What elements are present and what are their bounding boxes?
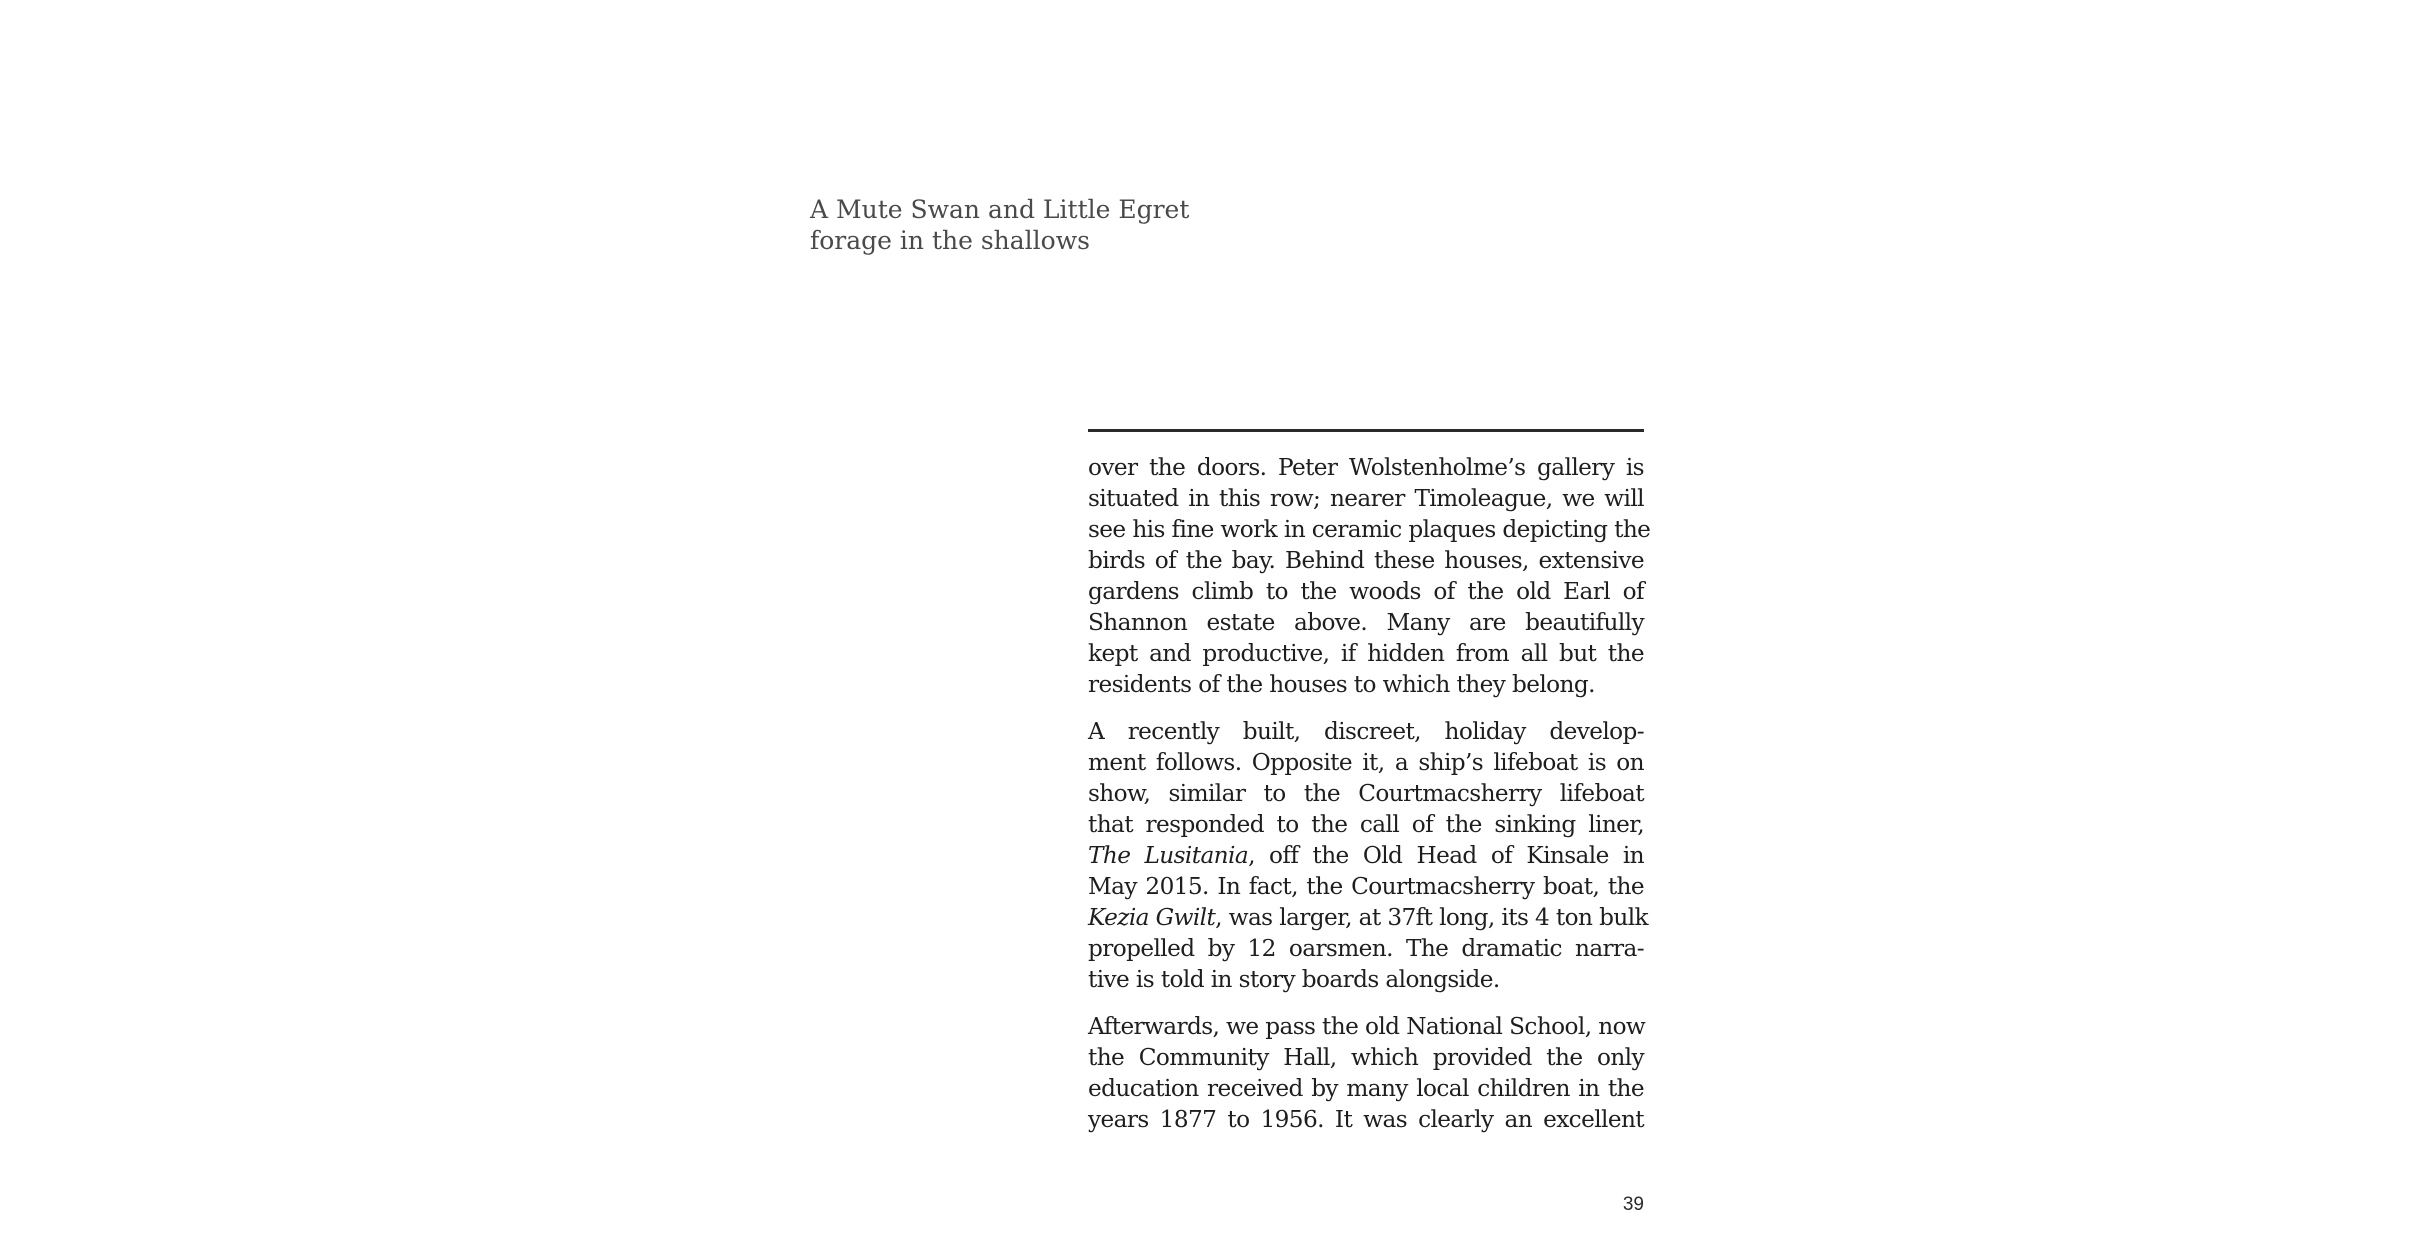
text-line: May 2015. In fact, the Courtmacsherry boat, the [1088, 873, 1644, 900]
text-line: ment follows. Opposite it, a ship’s lifeboat is on [1088, 749, 1644, 776]
text-line [1088, 840, 1644, 871]
text-line: Shannon estate above. Many are beautifully [1088, 609, 1644, 636]
text-line: that responded to the call of the sinking liner, [1088, 811, 1644, 838]
text-line: kept and productive, if hidden from all but the [1088, 640, 1644, 667]
text-line: gardens climb to the woods of the old Earl of [1088, 578, 1644, 605]
text-line [1088, 902, 1648, 933]
text-fragment: , was larger, at 37ft long, its 4 ton bulk [1215, 904, 1648, 931]
caption-line: A Mute Swan and Little Egret [810, 195, 1190, 224]
text-line: Afterwards, we pass the old National School, now [1088, 1013, 1646, 1040]
text-line: years 1877 to 1956. It was clearly an excellent [1088, 1106, 1644, 1133]
boat-name-kezia-gwilt: Kezia Gwilt [1088, 904, 1216, 931]
page-number: 39 [1622, 1194, 1644, 1215]
text-line: show, similar to the Courtmacsherry lifeboat [1088, 780, 1644, 807]
text-line: residents of the houses to which they belong. [1088, 671, 1595, 698]
paragraph-3 [1088, 1011, 1644, 1135]
text-line: education received by many local children in the [1088, 1075, 1644, 1102]
text-line: A recently built, discreet, holiday develop- [1088, 718, 1644, 745]
caption-line: forage in the shallows [810, 226, 1090, 255]
ship-name-lusitania: The Lusitania [1088, 842, 1249, 869]
paragraph-2 [1088, 716, 1648, 995]
text-line: the Community Hall, which provided the only [1088, 1044, 1644, 1071]
text-line: over the doors. Peter Wolstenholme’s gallery is [1088, 454, 1644, 481]
photo-caption [810, 194, 1210, 256]
text-line: situated in this row; nearer Timoleague, we will [1088, 485, 1644, 512]
section-divider [1088, 429, 1644, 432]
paragraph-1 [1088, 452, 1651, 700]
text-line: birds of the bay. Behind these houses, extensive [1088, 547, 1644, 574]
text-line: propelled by 12 oarsmen. The dramatic narra- [1088, 935, 1644, 962]
text-line: tive is told in story boards alongside. [1088, 966, 1500, 993]
body-text [1088, 452, 1651, 1151]
text-line: see his fine work in ceramic plaques depicting the [1088, 516, 1651, 543]
text-fragment: , off the Old Head of Kinsale in [1248, 842, 1645, 869]
